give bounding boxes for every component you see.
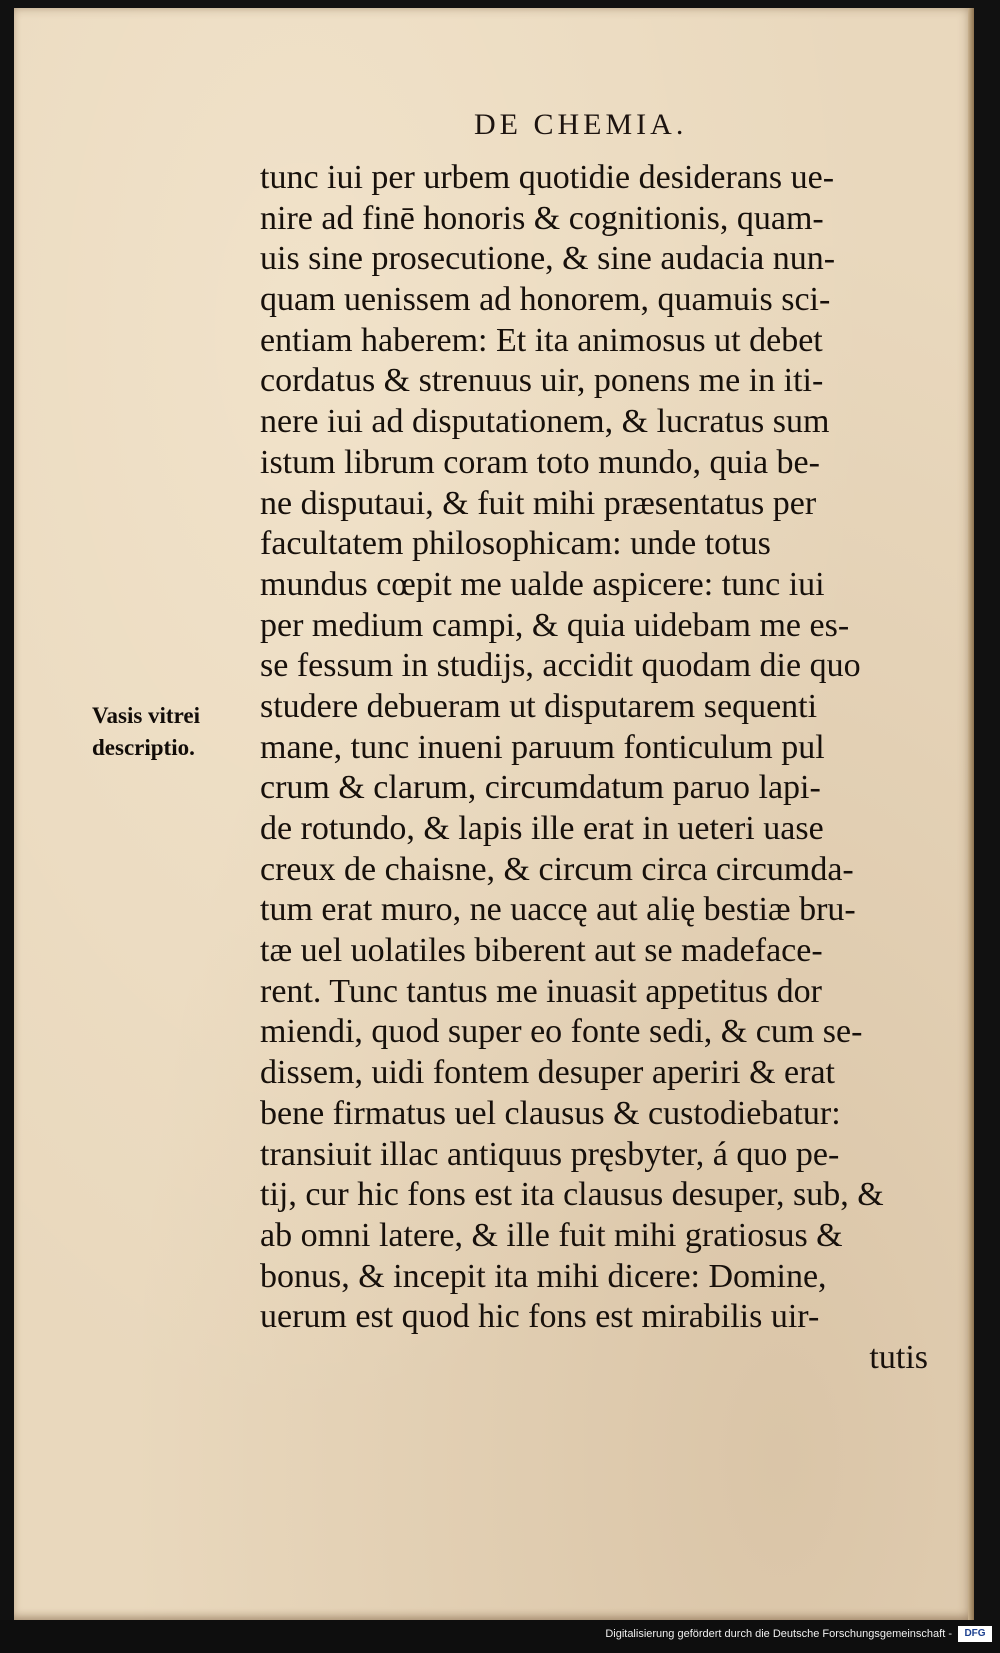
text-line: ne disputaui, & fuit mihi præsentatus per (260, 484, 817, 522)
text-line: de rotundo, & lapis ille erat in ueteri uase (260, 810, 824, 847)
text-line: cordatus & strenuus uir, ponens me in iti- (260, 362, 824, 400)
text-line: creux de chaisne, & circum circa circumda- (260, 850, 854, 888)
text-line: mane, tunc inueni paruum fonticulum pul (260, 728, 825, 766)
book-page (14, 8, 974, 1620)
text-line: rent. Tunc tantus me inuasit appetitus dor (260, 972, 822, 1010)
text-line: uis sine prosecutione, & sine audacia nun- (260, 240, 836, 278)
text-line: tij, cur hic fons est ita clausus desuper, sub, & (260, 1176, 884, 1214)
text-line: nire ad finē honoris & cognitionis, quam- (260, 199, 824, 237)
text-line: studere debueram ut disputarem sequenti (260, 687, 818, 725)
text-line: entiam haberem: Et ita animosus ut debet (260, 321, 823, 359)
page-edge (968, 8, 974, 1620)
text-line: tum erat muro, ne uaccę aut alię bestiæ bru- (260, 891, 856, 929)
marginal-note-line: descriptio. (92, 735, 195, 760)
text-line: per medium campi, & quia uidebam me es- (260, 606, 850, 644)
text-line: mundus cœpit me ualde aspicere: tunc iui (260, 565, 825, 603)
text-line: tæ uel uolatiles biberent aut se madeface- (260, 932, 823, 970)
text-line: crum & clarum, circumdatum paruo lapi- (260, 769, 821, 807)
text-line: miendi, quod super eo fonte sedi, & cum se- (260, 1013, 863, 1051)
text-line: ab omni latere, & ille fuit mihi gratiosus & (260, 1216, 843, 1254)
body-text (260, 158, 960, 1379)
text-line: bene firmatus uel clausus & custodiebatur: (260, 1094, 841, 1132)
text-line: dissem, uidi fontem desuper aperiri & erat (260, 1054, 835, 1092)
text-line: uerum est quod hic fons est mirabilis uir- (260, 1298, 820, 1336)
text-line: transiuit illac antiquus pręsbyter, á quo pe- (260, 1135, 840, 1173)
text-line: tunc iui per urbem quotidie desiderans ue- (260, 159, 835, 196)
dfg-logo: DFG (958, 1626, 992, 1642)
footer-bar (0, 1620, 1000, 1653)
text-line: bonus, & incepit ita mihi dicere: Domine, (260, 1257, 827, 1295)
text-line: nere iui ad disputationem, & lucratus sum (260, 403, 830, 441)
text-line: facultatem philosophicam: unde totus (260, 525, 771, 563)
catchword: tutis (869, 1338, 928, 1376)
running-head: DE CHEMIA. (474, 108, 688, 141)
marginal-note (92, 700, 252, 764)
text-line: se fessum in studijs, accidit quodam die quo (260, 647, 861, 685)
text-line: quam uenissem ad honorem, quamuis sci- (260, 281, 831, 319)
text-line: istum librum coram toto mundo, quia be- (260, 443, 820, 481)
marginal-note-line: Vasis vitrei (92, 703, 200, 728)
funding-credit: Digitalisierung gefördert durch die Deutsche Forschungsgemeinschaft - (605, 1628, 952, 1640)
